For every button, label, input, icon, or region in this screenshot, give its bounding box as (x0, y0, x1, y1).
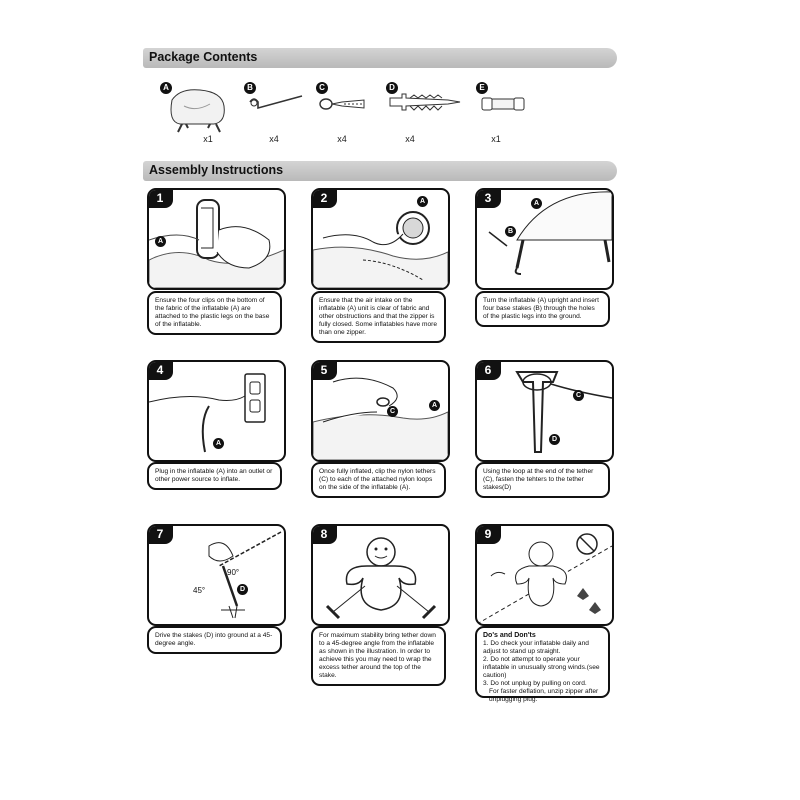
part-e (476, 82, 546, 152)
step-1-caption: Ensure the four clips on the bottom of the fabric of the inflatable (A) are attached to the plastic legs on the base of the inflatable. (147, 291, 282, 335)
step-2-caption: Ensure that the air intake on the inflatable (A) unit is clear of fabric and other obstructions and that the zipper is fully closed. Some inflatables have more than one zipper. (311, 291, 446, 343)
step-5-caption: Once fully inflated, clip the nylon tethers (C) to each of the attached nylon loops on the side of the inflatable (A). (311, 462, 446, 498)
step-number: 1 (147, 188, 173, 208)
step-7-illustration (147, 524, 286, 626)
step-number: 2 (311, 188, 337, 208)
label-a-badge: A (429, 400, 440, 411)
step-number: 7 (147, 524, 173, 544)
label-b-badge: B (505, 226, 516, 237)
label-d-badge: D (237, 584, 248, 595)
package-contents-title: Package Contents (149, 50, 258, 64)
label-a-badge: A (417, 196, 428, 207)
part-quantity: x1 (203, 134, 213, 144)
step-8-caption: For maximum stability bring tether down to a 45-degree angle from the inflatable as shown in the illustration. In order to achieve this you may need to wrap the excess tether around the top of the stake. (311, 626, 446, 686)
step-5-illustration (311, 360, 450, 462)
part-letter: D (386, 82, 398, 94)
step-6-illustration (475, 360, 614, 462)
angle-90-label: 90° (227, 568, 240, 577)
angle-45-label: 45° (193, 586, 206, 595)
part-quantity: x4 (269, 134, 279, 144)
step-number: 4 (147, 360, 173, 380)
step-number: 8 (311, 524, 337, 544)
step-9-dos-and-donts (475, 626, 610, 703)
part-b (244, 82, 314, 152)
step-number: 9 (475, 524, 501, 544)
assembly-instructions-title: Assembly Instructions (149, 163, 284, 177)
step-9-illustration (475, 524, 614, 626)
dos-and-donts-item: 1. Do check your inflatable daily and adjust to stand up straight. (483, 640, 589, 655)
step-number: 3 (475, 188, 501, 208)
label-c-badge: C (387, 406, 398, 417)
dos-and-donts-item: For faster deflation, unzip zipper after unplugging plug. (489, 688, 599, 703)
step-1-illustration (147, 188, 286, 290)
step-3-caption: Turn the inflatable (A) upright and insert four base stakes (B) through the holes of the plastic legs into the ground. (475, 291, 610, 327)
part-letter: B (244, 82, 256, 94)
label-a-badge: A (531, 198, 542, 209)
label-a-badge: A (155, 236, 166, 247)
part-a (160, 82, 230, 152)
step-6-caption: Using the loop at the end of the tether (C), fasten the tehters to the tether stakes(D) (475, 462, 610, 498)
step-3-illustration (475, 188, 614, 290)
step-number: 5 (311, 360, 337, 380)
part-quantity: x4 (337, 134, 347, 144)
label-c-badge: C (573, 390, 584, 401)
step-number: 6 (475, 360, 501, 380)
part-c (316, 82, 386, 152)
step-7-caption: Drive the stakes (D) into ground at a 45-degree angle. (147, 626, 282, 654)
part-letter: E (476, 82, 488, 94)
step-4-caption: Plug in the inflatable (A) into an outlet or other power source to inflate. (147, 462, 282, 490)
dos-and-donts-item: 2. Do not attempt to operate your inflatable in unusually strong winds.(see caution) (483, 656, 600, 679)
part-quantity: x4 (405, 134, 415, 144)
part-letter: C (316, 82, 328, 94)
package-contents-header (143, 48, 617, 68)
assembly-instructions-header (143, 161, 617, 181)
part-quantity: x1 (491, 134, 501, 144)
step-4-illustration (147, 360, 286, 462)
part-d (386, 82, 456, 152)
dos-and-donts-item: 3. Do not unplug by pulling on cord. (483, 680, 587, 687)
dos-and-donts-title: Do's and Don'ts (483, 632, 536, 639)
part-letter: A (160, 82, 172, 94)
step-8-illustration (311, 524, 450, 626)
label-d-badge: D (549, 434, 560, 445)
step-2-illustration (311, 188, 450, 290)
label-a-badge: A (213, 438, 224, 449)
